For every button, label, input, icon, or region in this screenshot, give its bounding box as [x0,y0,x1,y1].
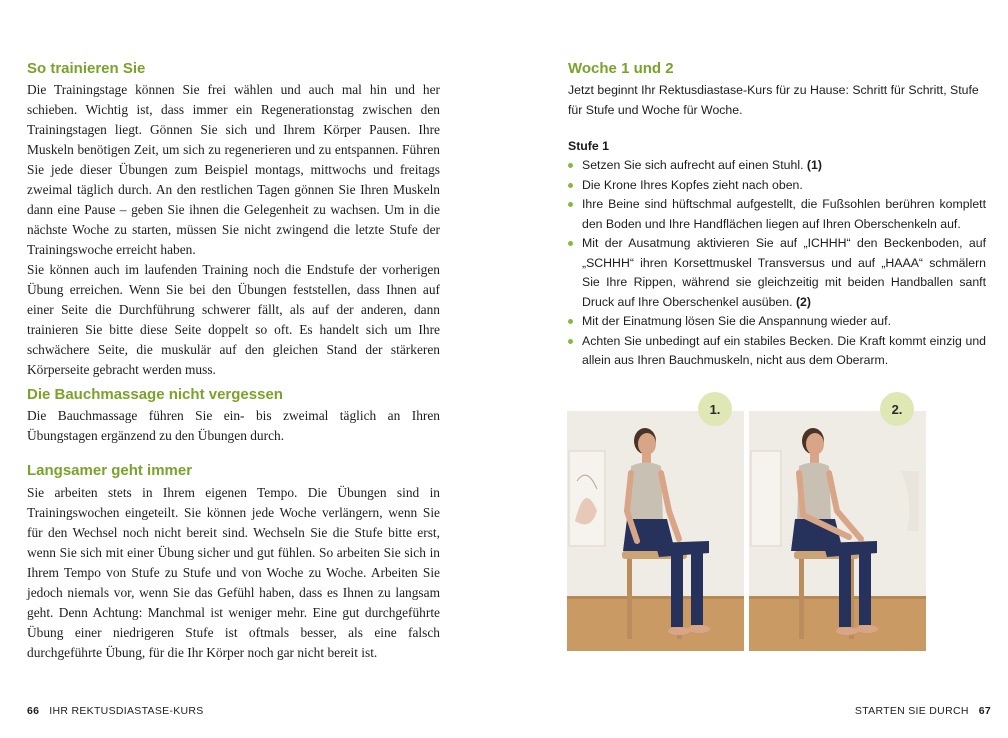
right-page [504,0,1008,738]
list-item: Ihre Beine sind hüftschmal aufgestellt, die Fußsohlen berühren komplett den Boden und Ihre Handflächen liegen auf Ihren Oberschenkeln auf. [568,195,986,234]
instruction-list [568,156,986,371]
photo-badge-1: 1. [698,392,732,426]
running-title: IHR REKTUSDIASTASE-KURS [49,705,204,717]
bullet-icon [568,183,573,188]
seated-woman-pressing-illustration [749,411,926,651]
list-item: Setzen Sie sich aufrecht auf einen Stuhl. (1) [568,156,986,176]
footer-right [855,705,991,717]
week-heading: Woche 1 und 2 [568,60,674,77]
page-number: 67 [978,705,991,717]
figure-ref: (1) [806,158,822,172]
figure-ref: (2) [795,294,811,309]
stufe-label: Stufe 1 [568,139,609,153]
intro-text: Jetzt beginnt Ihr Rektusdiastase-Kurs für zu Hause: Schritt für Schritt, Stufe für Stufe und Woche für Woche. [568,83,979,117]
bullet-icon [568,202,573,207]
section-heading-bauchmassage: Die Bauchmassage nicht vergessen [27,386,283,403]
exercise-photo-2 [749,411,926,651]
list-item: Mit der Einatmung lösen Sie die Anspannung wieder auf. [568,312,986,332]
paragraph: Die Bauchmassage führen Sie ein- bis zweimal täglich an Ihren Übungstagen ergänzend zu den Übungen durch. [27,408,440,443]
photo-badge-2: 2. [880,392,914,426]
list-item: Mit der Ausatmung aktivieren Sie auf „ICHHH“ den Beckenboden, auf „SCHHH“ ihren Korsettmuskel Transversus und auf „HAAA“ schmälern Sie Ihre Rippen, während sie gleichzeitig mit beiden Handballen sanft Druck auf Ihre Oberschenkel ausüben. (2) [568,234,986,312]
bullet-icon [568,163,573,168]
seated-woman-illustration [567,411,744,651]
footer-left [17,705,204,717]
page-number: 66 [27,705,40,717]
section-body-bauchmassage [27,406,440,446]
section-body-langsamer [27,483,440,663]
list-item: Achten Sie unbedingt auf ein stabiles Becken. Die Kraft kommt einzig und allein aus Ihren Bauchmuskeln, nicht aus dem Oberarm. [568,332,986,371]
bullet-icon [568,339,573,344]
section-heading-training: So trainieren Sie [27,60,146,77]
paragraph: Sie können auch im laufenden Training noch die Endstufe der vorherigen Übung erreichen. Wenn Sie bei den Übungen feststellen, dass Ihnen auf einer Seite die Durchführung schwerer fällt, als auf der anderen, dann trainieren Sie bitte diese Seite doppelt so oft. Es handelt sich um Ihre schwächere Seite, die muskulär auf den gleichen Stand der stärkeren Körperseite gebracht werden muss. [27,262,440,377]
bullet-icon [568,241,573,246]
list-item: Die Krone Ihres Kopfes zieht nach oben. [568,176,986,196]
paragraph: Die Trainingstage können Sie frei wählen und auch mal hin und her schieben. Wichtig ist, dass immer ein Regenerationstag zwischen den Trainingstagen liegt. Gönnen Sie sich und Ihrem Körper Pausen. Ihre Muskeln benötigen Zeit, um sich zu regenerieren und zu entspannen. Führen Sie jede dieser Übungen zum Beispiel montags, mittwochs und freitags zweimal täglich durch. An den restlichen Tagen gönnen Sie Ihren Muskeln dann eine Pause – geben Sie ihnen die Gelegenheit zu wachsen. Um in die nächste Woche zu starten, müssen Sie nicht zwingend die letzte Stufe der Trainingswoche erreicht haben. [27,82,440,257]
section-heading-langsamer: Langsamer geht immer [27,462,193,479]
bullet-icon [568,319,573,324]
running-title: STARTEN SIE DURCH [854,705,969,717]
section-body-training [27,80,440,380]
paragraph: Sie arbeiten stets in Ihrem eigenen Tempo. Die Übungen sind in Trainingswochen eingeteilt. Sie können jede Woche verlängern, wenn Sie für den Wechsel noch nicht bereit sind. Wechseln Sie die Stufe bitte erst, wenn Sie sich mit einer Übung sicher und gut fühlen. So arbeiten Sie sich in Ihrem Tempo von Stufe zu Stufe und von Woche zu Woche. Arbeiten Sie jedoch niemals vor, wenn Sie das Gefühl haben, dass es Ihnen zu langsam geht. Denn Achtung: Manchmal ist weniger mehr. Eine gut durchgeführte Übung einer niedrigeren Stufe ist oftmals besser, als eine falsch durchgeführte Übung, für die Ihr Körper noch gar nicht bereit ist. [27,485,440,660]
exercise-photo-1 [567,411,744,651]
